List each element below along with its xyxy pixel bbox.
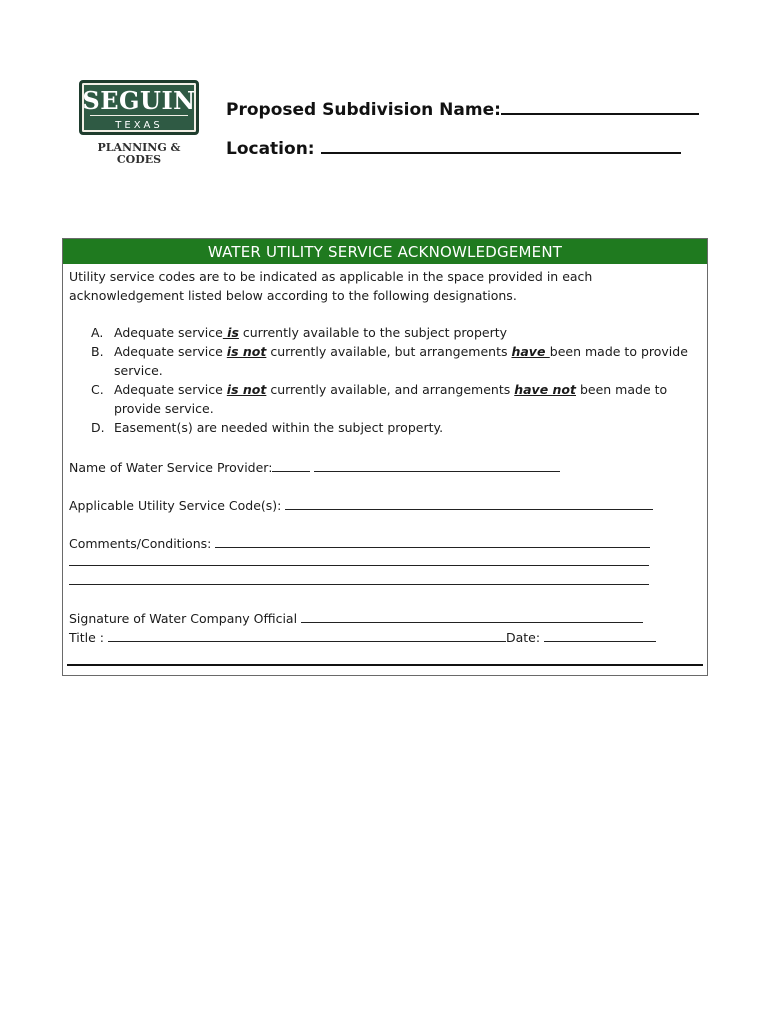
comments-label: Comments/Conditions: bbox=[69, 536, 212, 551]
seguin-logo bbox=[79, 80, 199, 135]
title-date-field bbox=[69, 627, 656, 645]
item-emphasis: have not bbox=[514, 382, 576, 397]
item-emphasis: have bbox=[511, 344, 550, 359]
comments-field bbox=[69, 533, 650, 551]
comments-line-3[interactable] bbox=[69, 584, 649, 585]
service-code-blank[interactable] bbox=[285, 495, 653, 510]
comments-blank[interactable] bbox=[215, 533, 650, 548]
item-text: Adequate service bbox=[114, 382, 227, 397]
logo-department bbox=[79, 142, 199, 166]
item-text: Easement(s) are needed within the subject property. bbox=[114, 420, 444, 435]
title-blank[interactable] bbox=[108, 627, 506, 642]
provider-blank[interactable] bbox=[314, 457, 560, 472]
logo-department-line2: CODES bbox=[116, 153, 162, 166]
logo-department-line1: PLANNING & bbox=[97, 141, 181, 154]
list-letter: D. bbox=[91, 420, 105, 435]
designation-list bbox=[81, 323, 697, 437]
logo-city-name: SEGUIN bbox=[82, 86, 196, 115]
date-label: Date: bbox=[505, 630, 541, 645]
comments-line-2[interactable] bbox=[69, 565, 649, 566]
list-item bbox=[81, 418, 697, 437]
item-text: been made to provide service. bbox=[114, 344, 688, 378]
list-letter: B. bbox=[91, 344, 104, 359]
logo-divider bbox=[90, 115, 188, 116]
acknowledgement-box bbox=[62, 238, 708, 676]
list-letter: C. bbox=[91, 382, 104, 397]
list-item bbox=[81, 342, 697, 380]
service-code-label: Applicable Utility Service Code(s): bbox=[69, 498, 282, 513]
location-field bbox=[226, 134, 681, 159]
item-emphasis: is not bbox=[226, 344, 267, 359]
title-label: Title : bbox=[69, 630, 104, 645]
signature-label: Signature of Water Company Official bbox=[69, 611, 298, 626]
item-text: Adequate service bbox=[114, 325, 223, 340]
item-text: been made to provide service. bbox=[114, 382, 668, 416]
item-emphasis: is not bbox=[226, 382, 267, 397]
item-text: Adequate service bbox=[114, 344, 227, 359]
subdivision-name-field bbox=[226, 95, 699, 120]
signature-blank[interactable] bbox=[301, 608, 643, 623]
logo-state-name: TEXAS bbox=[115, 120, 163, 131]
subdivision-name-label: Proposed Subdivision Name: bbox=[226, 100, 501, 120]
section-title: WATER UTILITY SERVICE ACKNOWLEDGEMENT bbox=[63, 239, 707, 264]
intro-text: Utility service codes are to be indicated as applicable in the space provided in each acknowledgement listed below according to the following designations. bbox=[69, 269, 593, 303]
item-text: currently available, but arrangements bbox=[266, 344, 512, 359]
list-letter: A. bbox=[91, 325, 104, 340]
location-blank[interactable] bbox=[321, 134, 681, 154]
provider-label: Name of Water Service Provider: bbox=[69, 460, 273, 475]
signature-field bbox=[69, 608, 643, 626]
provider-field bbox=[69, 457, 560, 475]
list-item bbox=[81, 323, 697, 342]
subdivision-name-blank[interactable] bbox=[501, 95, 699, 115]
service-code-field bbox=[69, 495, 653, 513]
date-blank[interactable] bbox=[544, 627, 656, 642]
location-label: Location: bbox=[226, 139, 315, 159]
item-text: currently available, and arrangements bbox=[266, 382, 515, 397]
list-item bbox=[81, 380, 697, 418]
item-text: currently available to the subject property bbox=[238, 325, 508, 340]
bottom-divider bbox=[67, 664, 703, 666]
item-emphasis: is bbox=[222, 325, 239, 340]
provider-blank-short[interactable] bbox=[272, 457, 310, 472]
